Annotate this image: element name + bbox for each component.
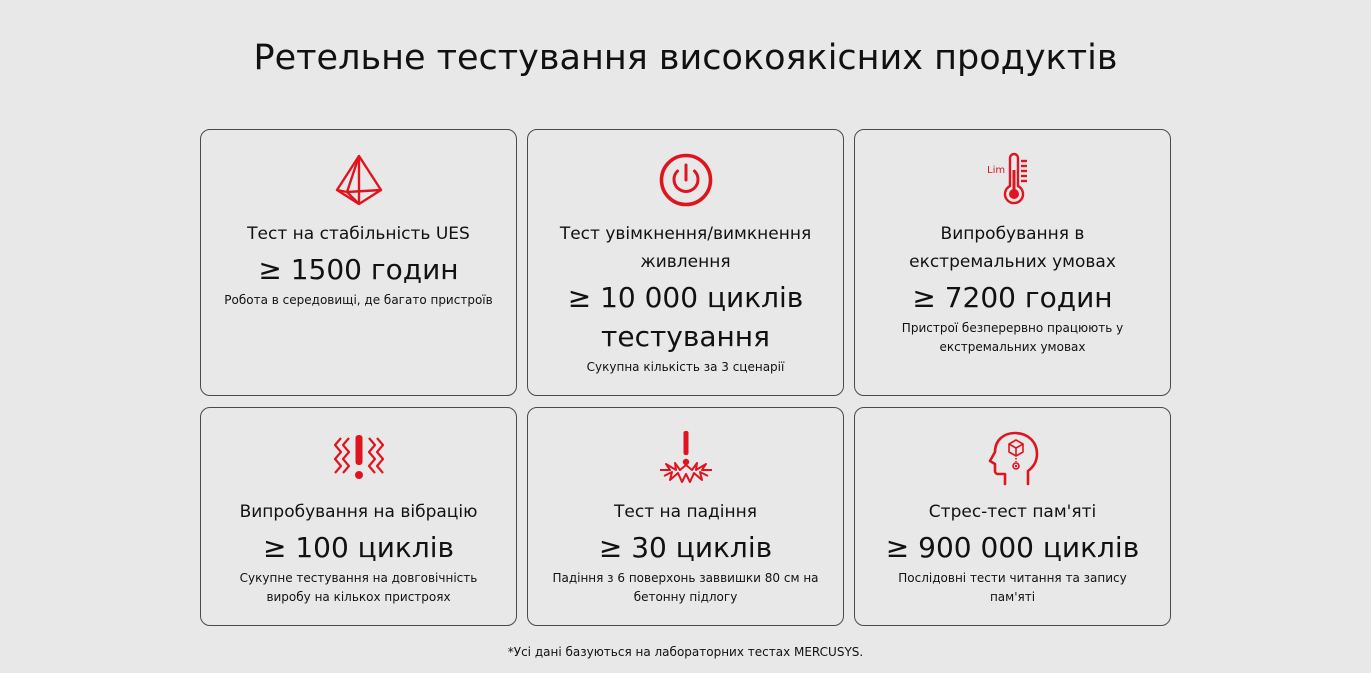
card-value: ≥ 900 000 циклів xyxy=(885,531,1140,564)
card-description: Пристрої безперервно працюють у екстремальних умовах xyxy=(901,321,1124,354)
card-vibration-test xyxy=(200,407,517,626)
head-memory-icon xyxy=(985,430,1041,486)
card-title: Випробування в екстремальних умовах xyxy=(909,224,1116,272)
thermometer-icon xyxy=(985,152,1041,208)
card-extreme-conditions-test xyxy=(854,129,1171,396)
card-stability-test xyxy=(200,129,517,396)
card-value: ≥ 10 000 циклів тестування xyxy=(567,281,804,353)
card-power-cycle-test xyxy=(527,129,844,396)
footnote: *Усі дані базуються на лабораторних тестах MERCUSYS. xyxy=(507,645,864,659)
card-title: Випробування на вібрацію xyxy=(239,502,478,522)
card-value: ≥ 1500 годин xyxy=(258,253,459,286)
card-drop-test xyxy=(527,407,844,626)
thermometer-label: Lim xyxy=(986,165,1005,176)
vibration-alert-icon xyxy=(331,430,387,486)
pyramid-icon xyxy=(331,152,387,208)
power-icon xyxy=(658,152,714,208)
card-value: ≥ 30 циклів xyxy=(598,531,773,564)
card-title: Тест на стабільність UES xyxy=(247,224,470,244)
card-title: Стрес-тест пам'яті xyxy=(928,502,1097,522)
drop-impact-icon xyxy=(658,430,714,486)
test-cards-grid xyxy=(200,129,1171,626)
card-value: ≥ 100 циклів xyxy=(262,531,455,564)
card-title: Тест на падіння xyxy=(614,502,757,522)
card-description: Робота в середовищі, де багато пристроїв xyxy=(224,293,493,307)
card-memory-stress-test xyxy=(854,407,1171,626)
card-description: Падіння з 6 поверхонь заввишки 80 см на бетонну підлогу xyxy=(552,571,819,604)
page-title: Ретельне тестування високоякісних продуктів xyxy=(253,38,1118,78)
card-value: ≥ 7200 годин xyxy=(912,281,1113,314)
card-title: Тест увімкнення/вимкнення живлення xyxy=(559,224,812,272)
card-description: Послідовні тести читання та запису пам'яті xyxy=(898,571,1127,604)
card-description: Сукупне тестування на довговічність виробу на кількох пристроях xyxy=(239,571,478,604)
card-description: Сукупна кількість за 3 сценарії xyxy=(586,360,785,374)
